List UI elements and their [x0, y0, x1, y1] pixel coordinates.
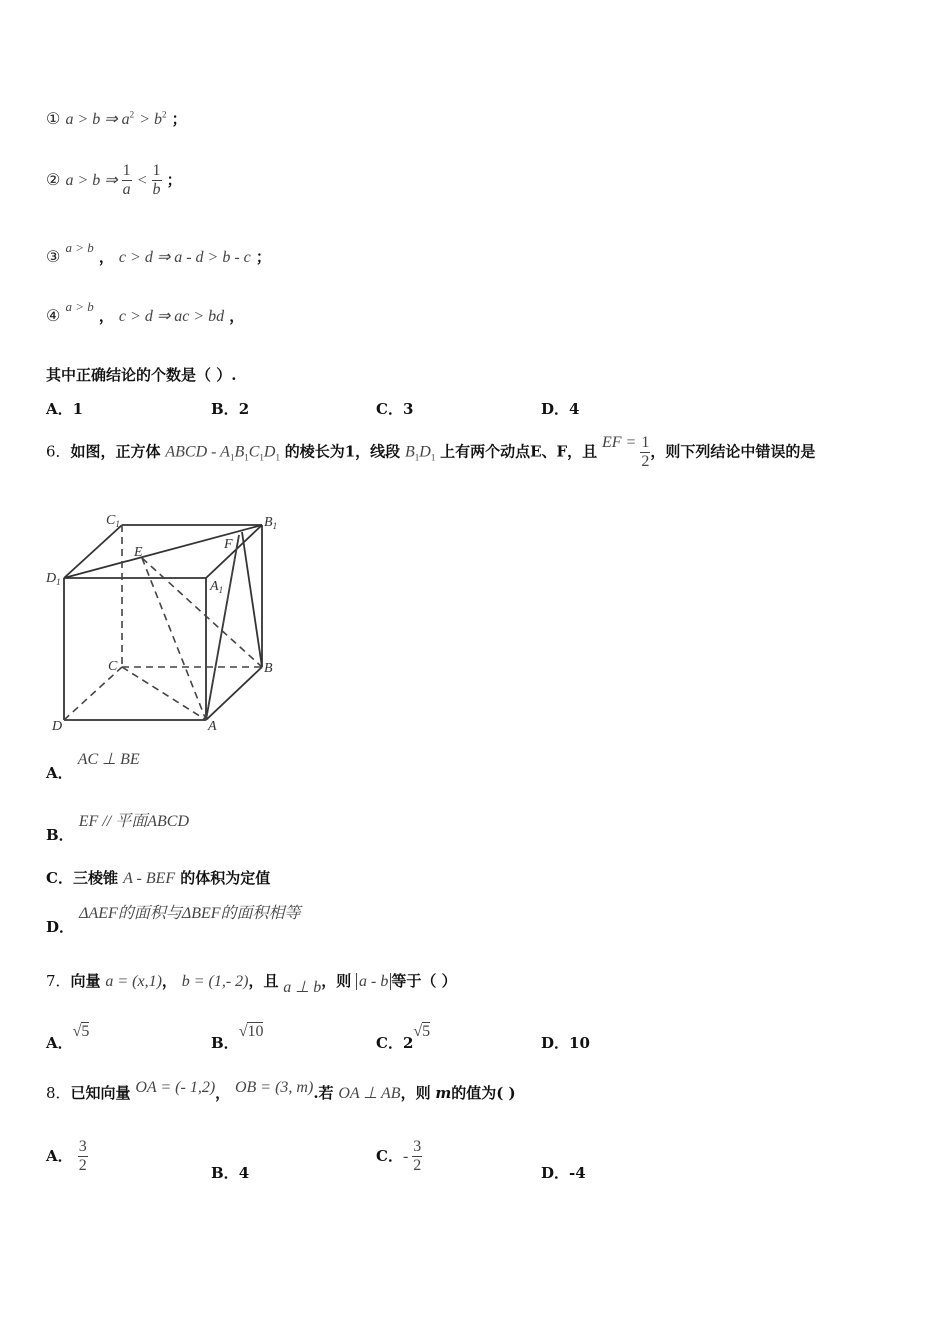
statement-3 — [46, 240, 271, 267]
q6-option-a[interactable] — [46, 748, 140, 782]
option-label: B． — [46, 826, 74, 844]
edge-ca-hidden — [122, 667, 206, 720]
q6-text4: ，则下列结论中错误的是 — [650, 442, 816, 461]
option-label: A． — [46, 1147, 73, 1165]
option-pre: 三棱锥 — [72, 869, 118, 887]
q6-cube-b: B — [234, 443, 245, 461]
frac-num: 1 — [641, 434, 650, 451]
q7-option-a[interactable] — [46, 1020, 90, 1052]
q7-option-d[interactable] — [541, 1032, 590, 1053]
cube-figure — [44, 510, 284, 735]
q6-text2: 的棱长为1，线段 — [284, 442, 401, 461]
option-label: D． — [46, 918, 75, 936]
option-label: A． — [46, 1034, 73, 1052]
label-b: B — [264, 661, 273, 676]
option-label: C． — [46, 869, 73, 887]
q6-text3: 上有两个动点E、F，且 — [440, 442, 598, 461]
sqrt-icon: √ — [238, 1023, 248, 1040]
option-post: 的体积为定值 — [180, 869, 271, 887]
q8-option-c[interactable] — [376, 1138, 422, 1175]
q7-comma: ， — [161, 972, 177, 990]
q7-a-eq: a = (x,1) — [105, 973, 162, 990]
q6-sub: 1 — [259, 452, 264, 463]
option-label: D． — [541, 1034, 570, 1052]
option-sign: - — [402, 1148, 413, 1165]
frac-num: 1 — [152, 162, 161, 179]
statement-3-cond1: a > b — [65, 240, 94, 255]
option-radicand: 10 — [247, 1023, 264, 1040]
q7-option-b[interactable] — [211, 1020, 264, 1052]
q5-option-a[interactable] — [46, 398, 83, 419]
statement-2-end: ； — [166, 171, 182, 189]
statement-1-rel: > b — [139, 111, 163, 128]
q5-option-c[interactable] — [376, 398, 413, 419]
q6-cube-c: C — [248, 443, 260, 461]
q8-perp: OA ⊥ AB — [338, 1085, 401, 1102]
q7-t3: ，则 — [321, 972, 352, 990]
option-label: C． — [376, 400, 403, 418]
frac-num: 1 — [122, 162, 131, 179]
q6-cube-d: D — [263, 443, 276, 461]
q8-option-a[interactable] — [46, 1138, 88, 1175]
label-e: E — [134, 545, 143, 560]
option-value: -4 — [569, 1164, 586, 1182]
edge-fb — [242, 532, 262, 667]
q6-sub: 1 — [414, 452, 420, 463]
option-radicand: 5 — [422, 1023, 431, 1040]
label-c1: $C_1$ — [106, 513, 120, 529]
q7-stem — [46, 970, 457, 996]
q8-t4: 的值为( ) — [451, 1084, 516, 1102]
label-a: A — [208, 719, 217, 734]
q8-m: m — [435, 1084, 452, 1102]
q6-number: 6． — [46, 442, 71, 461]
q7-t4: 等于（ ） — [391, 972, 457, 990]
q8-option-b[interactable] — [211, 1162, 249, 1183]
sqrt-icon: √ — [413, 1023, 423, 1040]
edge-dc-hidden — [64, 667, 122, 720]
statement-3-marker: ③ — [46, 247, 61, 266]
q7-perp: a ⊥ b — [283, 979, 322, 996]
frac-den: a — [122, 181, 131, 198]
frac-den: 2 — [78, 1157, 87, 1174]
q6-sub: 1 — [244, 452, 249, 463]
q8-option-d[interactable] — [541, 1162, 586, 1183]
q8-oa: OA = (- 1,2) — [135, 1079, 216, 1096]
statement-4-sep: ， — [98, 307, 114, 325]
option-value: 4 — [569, 400, 580, 418]
q6-option-d[interactable] — [46, 900, 301, 936]
option-label: D． — [541, 400, 570, 418]
option-label: C． — [376, 1147, 403, 1165]
statement-4-cond1: a > b — [65, 299, 94, 314]
option-label: B． — [211, 400, 239, 418]
q6-ef-frac — [640, 434, 650, 471]
q8-ob: OB = (3, m) — [234, 1079, 314, 1096]
label-a1: $A_1$ — [210, 579, 224, 595]
statement-1-exp1: 2 — [129, 109, 135, 120]
option-value: 1 — [72, 400, 84, 418]
q7-b-eq: b = (1,- 2) — [181, 973, 249, 990]
statement-4-cond2: c > d ⇒ ac > bd — [118, 308, 225, 325]
q8-comma: ， — [215, 1084, 231, 1102]
option-value: 3 — [402, 400, 414, 418]
statement-2-frac-a — [122, 162, 132, 199]
option-radicand: 5 — [81, 1023, 90, 1040]
frac-num: 3 — [413, 1138, 422, 1155]
q7-option-c[interactable] — [376, 1020, 431, 1052]
statement-2-marker: ② — [46, 170, 61, 189]
statement-3-sep: ， — [98, 248, 114, 266]
statement-1-marker: ① — [46, 109, 61, 128]
label-d1: $D_1$ — [46, 571, 61, 587]
q7-number: 7． — [46, 972, 71, 990]
q8-stem — [46, 1079, 516, 1103]
q5-option-b[interactable] — [211, 398, 249, 419]
option-coef: 2 — [402, 1034, 414, 1052]
label-b1: $B_1$ — [264, 515, 278, 531]
option-math: A - BEF — [123, 870, 176, 887]
option-frac — [412, 1138, 422, 1175]
statement-1-a: a — [121, 111, 130, 128]
q7-t2: ，且 — [248, 972, 279, 990]
q6-seg-d: D — [419, 443, 431, 461]
statement-4-marker: ④ — [46, 306, 61, 325]
q6-cube: ABCD - A — [165, 443, 230, 461]
option-value: 2 — [238, 400, 250, 418]
edge-ea-hidden — [142, 558, 206, 720]
statement-2 — [46, 162, 182, 199]
q6-sub: 1 — [430, 452, 436, 463]
frac-num: 3 — [78, 1138, 87, 1155]
statement-3-end: ； — [255, 248, 271, 266]
q8-number: 8． — [46, 1084, 71, 1102]
statement-4 — [46, 299, 245, 326]
option-math: EF // 平面ABCD — [78, 813, 189, 830]
q6-option-b[interactable] — [46, 808, 189, 844]
q6-seg-b: B — [404, 443, 415, 461]
option-value: 10 — [569, 1034, 590, 1052]
q6-option-c[interactable] — [46, 867, 270, 888]
q6-stem — [46, 434, 815, 471]
statement-1 — [46, 108, 187, 129]
frac-den: 2 — [641, 453, 650, 470]
edge-eb-hidden — [142, 558, 262, 667]
option-frac — [78, 1138, 88, 1175]
q7-abs: a - b — [356, 973, 391, 990]
q8-t2: .若 — [313, 1084, 334, 1102]
statement-1-end: ； — [171, 110, 187, 128]
statement-2-lhs: a > b ⇒ — [65, 172, 122, 189]
label-d: D — [52, 719, 63, 734]
q8-t3: ，则 — [400, 1084, 431, 1102]
option-label: D． — [541, 1164, 570, 1182]
q6-sub: 1 — [275, 452, 280, 463]
statement-3-cond2: c > d ⇒ a - d > b - c — [118, 249, 251, 266]
option-label: A． — [46, 764, 73, 782]
option-value: 4 — [238, 1164, 250, 1182]
frac-den: 2 — [413, 1157, 422, 1174]
statement-2-rel: < — [136, 172, 152, 189]
q7-t1: 向量 — [70, 972, 101, 990]
option-label: B． — [211, 1164, 239, 1182]
q5-option-d[interactable] — [541, 398, 579, 419]
statement-1-lhs: a > b ⇒ — [65, 111, 122, 128]
option-math: ΔAEF的面积与ΔBEF的面积相等 — [79, 905, 301, 922]
q6-ef: EF = — [601, 433, 641, 451]
option-math: AC ⊥ BE — [77, 751, 140, 768]
q6-text1: 如图，正方体 — [70, 442, 161, 461]
statement-2-frac-b — [152, 162, 162, 199]
statement-1-exp2: 2 — [162, 109, 167, 120]
q8-t1: 已知向量 — [70, 1084, 131, 1102]
label-f: F — [224, 537, 233, 552]
option-label: C． — [376, 1034, 403, 1052]
frac-den: b — [152, 181, 161, 198]
q5-prompt: 其中正确结论的个数是（ ）. — [46, 366, 237, 384]
sqrt-icon: √ — [72, 1023, 82, 1040]
option-label: A． — [46, 400, 73, 418]
option-label: B． — [211, 1034, 239, 1052]
label-c: C — [108, 659, 118, 674]
statement-4-end: ， — [229, 307, 245, 325]
q6-sub: 1 — [229, 452, 235, 463]
